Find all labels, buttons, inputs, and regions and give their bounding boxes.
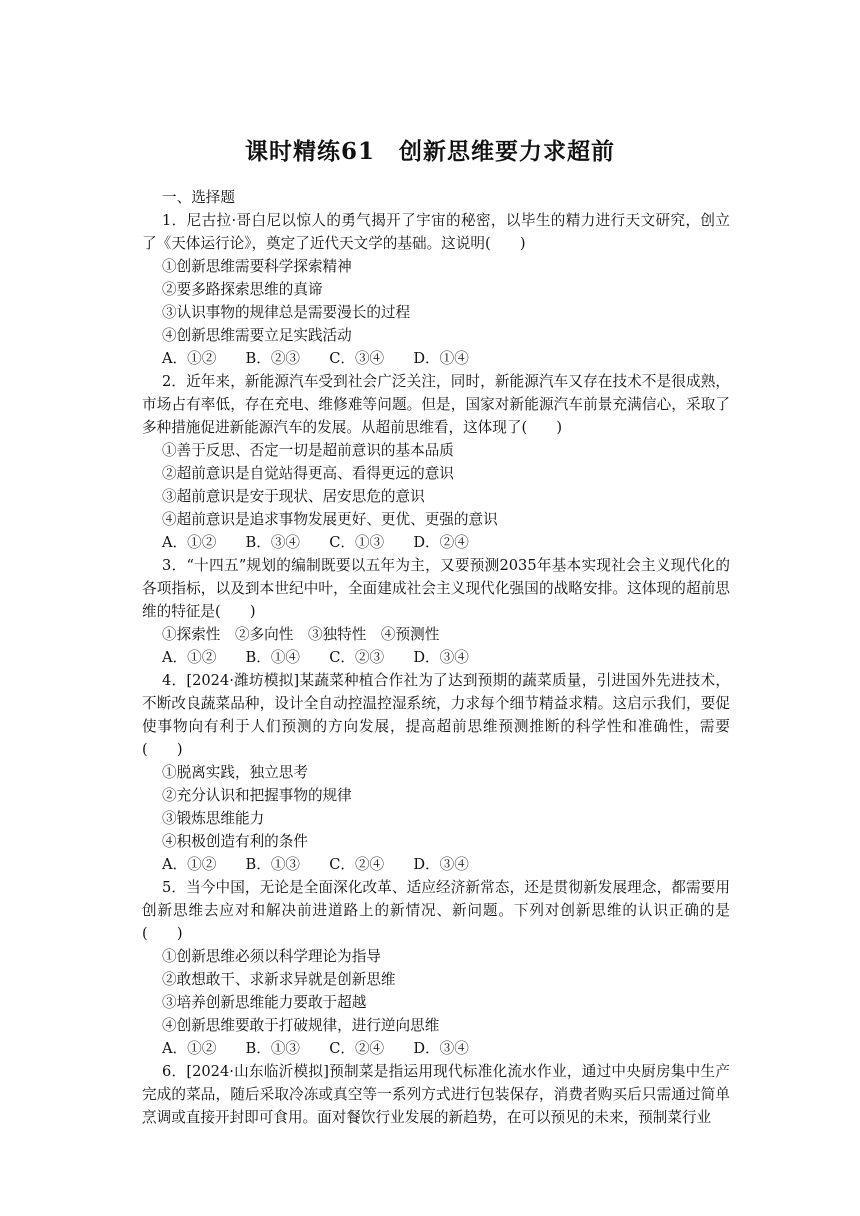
answer-choices: A．①② B．①③ C．②④ D．③④ xyxy=(162,1040,469,1057)
question-1 xyxy=(142,209,730,370)
option-item: ③锻炼思维能力 xyxy=(162,810,265,827)
question-6 xyxy=(142,1060,730,1129)
section-heading: 一、选择题 xyxy=(162,189,235,206)
option-item: ①创新思维需要科学探索精神 xyxy=(162,258,352,275)
option-item: ①善于反思、否定一切是超前意识的基本品质 xyxy=(162,442,454,459)
question-stem: 2．近年来，新能源汽车受到社会广泛关注，同时，新能源汽车又存在技术不是很成熟，市场占有率低，存在充电、维修难等问题。但是，国家对新能源汽车前景充满信心，采取了多种措施促进新能源汽车的发展。从超前思维看，这体现了( ) xyxy=(142,373,730,436)
question-5 xyxy=(142,876,730,1060)
question-4 xyxy=(142,669,730,876)
option-item: ②要多路探索思维的真谛 xyxy=(162,281,323,298)
option-item: ③培养创新思维能力要敢于超越 xyxy=(162,994,367,1011)
answer-choices: A．①② B．①④ C．②③ D．③④ xyxy=(162,649,469,666)
option-item: ④创新思维要敢于打破规律，进行逆向思维 xyxy=(162,1017,440,1034)
question-stem: 4．[2024·潍坊模拟]某蔬菜种植合作社为了达到预期的蔬菜质量，引进国外先进技术，不断改良蔬菜品种，设计全自动控温控湿系统，力求每个细节精益求精。这启示我们，要促使事物向有利于人们预测的方向发展，提高超前思维预测推断的科学性和准确性，需要( ) xyxy=(142,672,730,758)
question-stem: 3．“十四五”规划的编制既要以五年为主，又要预测2035年基本实现社会主义现代化的各项指标，以及到本世纪中叶，全面建成社会主义现代化强国的战略安排。这体现的超前思维的特征是( ) xyxy=(142,557,730,620)
question-stem: 6．[2024·山东临沂模拟]预制菜是指运用现代标准化流水作业，通过中央厨房集中生产完成的菜品，随后采取冷冻或真空等一系列方式进行包装保存，消费者购买后只需通过简单烹调或直接开封即可食用。面对餐饮行业发展的新趋势，在可以预见的未来，预制菜行业 xyxy=(142,1063,730,1126)
option-item: ④超前意识是追求事物发展更好、更优、更强的意识 xyxy=(162,511,498,528)
option-item: ③认识事物的规律总是需要漫长的过程 xyxy=(162,304,411,321)
question-3 xyxy=(142,554,730,669)
page-title: 课时精练61 创新思维要力求超前 xyxy=(244,138,615,165)
option-item: ④创新思维需要立足实践活动 xyxy=(162,327,352,344)
answer-choices: A．①② B．②③ C．③④ D．①④ xyxy=(162,350,469,367)
option-item: ②超前意识是自觉站得更高、看得更远的意识 xyxy=(162,465,454,482)
answer-choices: A．①② B．①③ C．②④ D．③④ xyxy=(162,856,469,873)
option-item: ④积极创造有利的条件 xyxy=(162,833,308,850)
question-content xyxy=(142,186,730,1129)
question-2 xyxy=(142,370,730,554)
option-item: ②充分认识和把握事物的规律 xyxy=(162,787,352,804)
option-item: ①脱离实践，独立思考 xyxy=(162,764,308,781)
option-item: ①探索性 ②多向性 ③独特性 ④预测性 xyxy=(162,626,440,643)
question-stem: 5．当今中国，无论是全面深化改革、适应经济新常态，还是贯彻新发展理念，都需要用创新思维去应对和解决前进道路上的新情况、新问题。下列对创新思维的认识正确的是( ) xyxy=(142,879,730,942)
answer-choices: A．①② B．③④ C．①③ D．②④ xyxy=(162,534,469,551)
option-item: ①创新思维必须以科学理论为指导 xyxy=(162,948,381,965)
option-item: ③超前意识是安于现状、居安思危的意识 xyxy=(162,488,425,505)
option-item: ②敢想敢干、求新求异就是创新思维 xyxy=(162,971,396,988)
question-stem: 1．尼古拉·哥白尼以惊人的勇气揭开了宇宙的秘密，以毕生的精力进行天文研究，创立了《天体运行论》，奠定了近代天文学的基础。这说明( ) xyxy=(142,212,730,252)
